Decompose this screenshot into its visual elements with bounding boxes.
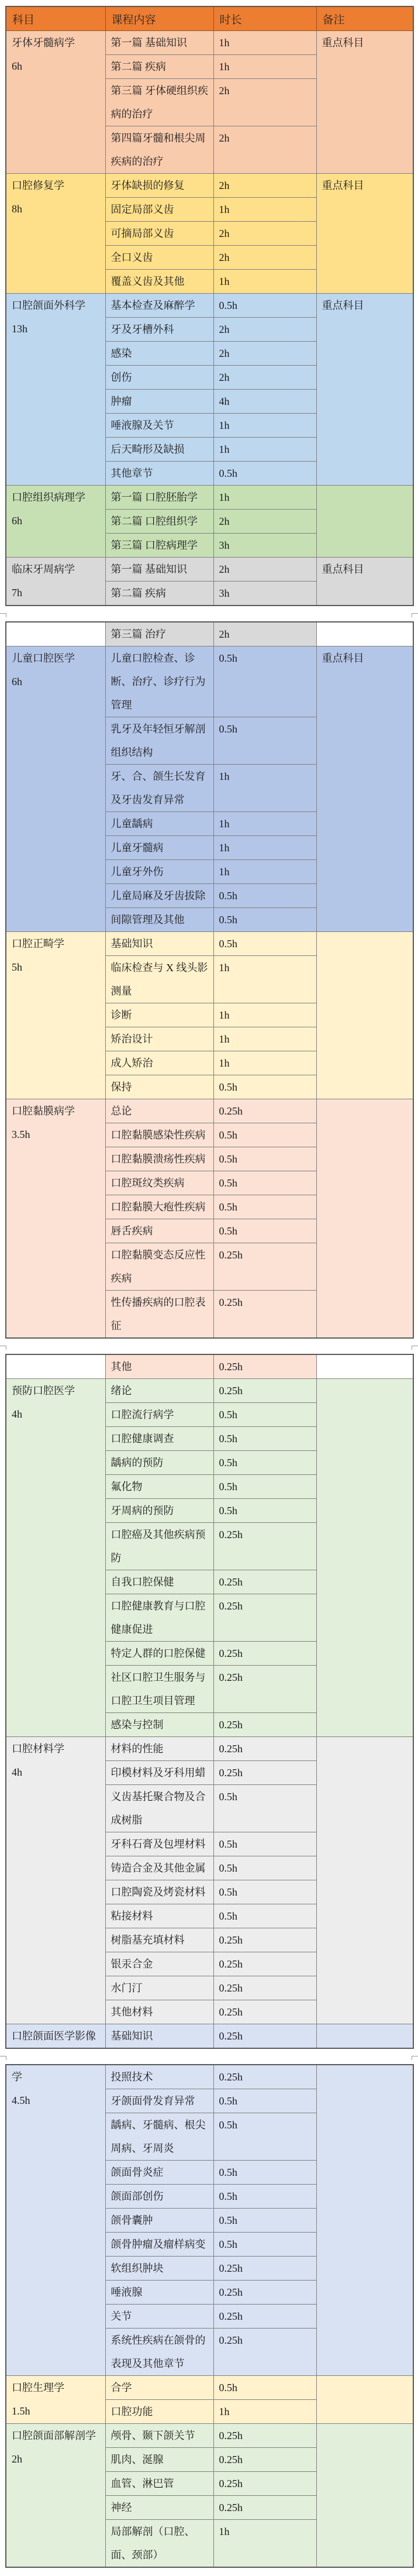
subject-hours: 6h [12, 676, 22, 687]
duration-cell: 0.25h [213, 2305, 316, 2329]
course-content-cell: 第一篇 基础知识 [105, 31, 213, 55]
course-content-cell: 第二篇 疾病 [105, 582, 213, 606]
duration-cell: 0.5h [213, 1075, 316, 1099]
subject-name: 口腔颌面医学影像 [12, 2030, 96, 2042]
duration-cell: 1h [213, 1051, 316, 1075]
subject-name: 口腔生理学 [12, 2382, 64, 2393]
course-content-cell: 矫治设计 [105, 1027, 213, 1051]
course-content-cell: 银汞合金 [105, 1952, 213, 1976]
course-content-cell: 颌面骨炎症 [105, 2161, 213, 2185]
course-content-cell: 特定人群的口腔保健 [105, 1642, 213, 1666]
table-row [6, 932, 413, 956]
duration-cell: 0.5h [213, 1147, 316, 1171]
course-content-cell: 印模材料及牙科用蜡 [105, 1761, 213, 1785]
subject-name: 口腔组织病理学 [12, 491, 85, 503]
course-content-cell: 树脂基充填材料 [105, 1928, 213, 1952]
course-content-cell: 颌面部创伤 [105, 2185, 213, 2209]
course-content-cell: 唾液腺 [105, 2281, 213, 2305]
course-content-cell: 儿童牙髓病 [105, 836, 213, 860]
course-content-cell: 龋病、牙髓病、根尖周病、牙周炎 [105, 2113, 213, 2161]
curriculum-table-2 [5, 621, 414, 1339]
remark-cell [316, 486, 413, 558]
course-content-cell: 口腔陶瓷及烤瓷材料 [105, 1880, 213, 1904]
course-content-cell: 口腔黏膜大疱性疾病 [105, 1195, 213, 1219]
duration-cell: 0.25h [213, 1291, 316, 1339]
subject-name: 口腔黏膜病学 [12, 1105, 75, 1117]
course-content-cell: 第二篇 疾病 [105, 55, 213, 79]
subject-cell [6, 2065, 105, 2376]
duration-cell: 3h [213, 582, 316, 606]
course-content-cell: 其他材料 [105, 2000, 213, 2024]
subject-cell [6, 1737, 105, 2024]
duration-cell: 0.5h [213, 2113, 316, 2161]
subject-hours: 3.5h [12, 1129, 30, 1140]
course-content-cell: 口腔健康调查 [105, 1427, 213, 1451]
subject-cell [6, 646, 105, 932]
course-content-cell: 铸造合金及其他金属 [105, 1856, 213, 1880]
course-content-cell: 创伤 [105, 366, 213, 390]
course-content-cell: 颌骨肿瘤及瘤样病变 [105, 2233, 213, 2257]
course-content-cell: 口腔黏膜感染性疾病 [105, 1123, 213, 1147]
remark-cell: 重点科目 [316, 646, 413, 932]
subject-cell [6, 486, 105, 558]
duration-cell: 0.5h [213, 2376, 316, 2400]
duration-cell: 1h [213, 55, 316, 79]
course-content-cell: 其他章节 [105, 462, 213, 486]
course-content-cell: 儿童龋病 [105, 812, 213, 836]
duration-cell: 0.5h [213, 1499, 316, 1523]
subject-hours: 6h [12, 515, 22, 527]
duration-cell: 1h [213, 2520, 316, 2568]
duration-cell: 0.5h [213, 1427, 316, 1451]
course-content-cell: 义齿基托聚合物及合成树脂 [105, 1785, 213, 1832]
course-content-cell: 口腔黏膜溃疡性疾病 [105, 1147, 213, 1171]
course-content-cell: 牙颌面骨发育异常 [105, 2089, 213, 2113]
course-content-cell: 唾液腺及关节 [105, 414, 213, 438]
curriculum-table-1 [5, 6, 414, 606]
course-content-cell: 乳牙及年轻恒牙解剖组织结构 [105, 717, 213, 765]
duration-cell: 1h [213, 414, 316, 438]
subject-cell [6, 174, 105, 294]
duration-cell: 0.5h [213, 1856, 316, 1880]
course-content-cell: 牙及牙槽外科 [105, 318, 213, 342]
duration-cell: 1h [213, 198, 316, 222]
duration-cell: 2h [213, 174, 316, 198]
course-content-cell: 基本检查及麻醉学 [105, 294, 213, 318]
remark-cell [316, 1099, 413, 1339]
course-content-cell: 口腔健康教育与口腔健康促进 [105, 1594, 213, 1642]
duration-cell: 0.5h [213, 2089, 316, 2113]
duration-cell: 1h [213, 270, 316, 294]
subject-cell [6, 2424, 105, 2568]
remark-cell: 重点科目 [316, 294, 413, 486]
course-content-cell: 口腔功能 [105, 2400, 213, 2424]
subject-cell [6, 294, 105, 486]
table-row [6, 1737, 413, 1761]
course-content-cell: 保持 [105, 1075, 213, 1099]
course-content-cell: 关节 [105, 2305, 213, 2329]
header-cell-remark: 备注 [316, 6, 413, 31]
table-row [6, 2024, 413, 2049]
duration-cell: 0.25h [213, 2424, 316, 2448]
table-row [6, 2065, 413, 2089]
duration-cell: 0.25h [213, 1570, 316, 1594]
course-content-cell: 成人矫治 [105, 1051, 213, 1075]
duration-cell: 0.5h [213, 2233, 316, 2257]
course-content-cell: 全口义齿 [105, 246, 213, 270]
subject-cell [6, 1099, 105, 1339]
duration-cell: 0.25h [213, 2329, 316, 2376]
course-content-cell: 感染 [105, 342, 213, 366]
duration-cell: 0.5h [213, 1171, 316, 1195]
duration-cell: 1h [213, 860, 316, 884]
subject-cell [6, 1379, 105, 1737]
subject-name: 牙体牙髓病学 [12, 37, 75, 49]
remark-cell [316, 2065, 413, 2376]
curriculum-table-4 [5, 2064, 414, 2568]
subject-name: 口腔颌面外科学 [12, 300, 85, 311]
course-content-cell: 颌骨囊肿 [105, 2209, 213, 2233]
remark-cell [316, 2376, 413, 2424]
page-break-right-mark [412, 1346, 418, 1350]
subject-name: 临床牙周病学 [12, 563, 75, 575]
course-content-cell: 牙、合、颌生长发育及牙齿发育异常 [105, 765, 213, 812]
course-content-cell: 可摘局部义齿 [105, 222, 213, 246]
course-content-cell: 唇舌疾病 [105, 1219, 213, 1243]
course-content-cell: 口腔黏膜变态反应性疾病 [105, 1243, 213, 1291]
subject-hours: 2h [12, 2453, 22, 2465]
subject-cell [6, 558, 105, 606]
course-content-cell: 粘接材料 [105, 1904, 213, 1928]
table-row [6, 294, 413, 318]
duration-cell: 0.25h [213, 1099, 316, 1123]
table-header-row [6, 6, 413, 31]
table-row [6, 486, 413, 510]
duration-cell: 2h [213, 126, 316, 174]
duration-cell: 0.25h [213, 1713, 316, 1737]
duration-cell: 0.5h [213, 1219, 316, 1243]
subject-hours: 5h [12, 961, 22, 973]
duration-cell: 0.5h [213, 2209, 316, 2233]
course-content-cell: 固定局部义齿 [105, 198, 213, 222]
remark-cell [316, 2424, 413, 2568]
page-break [0, 606, 418, 621]
duration-cell: 0.25h [213, 2024, 316, 2049]
subject-name: 学 [12, 2071, 22, 2083]
course-content-cell: 绪论 [105, 1379, 213, 1403]
duration-cell: 0.25h [213, 2496, 316, 2520]
subject-cell [6, 1354, 105, 1379]
header-cell-subject: 科目 [6, 6, 105, 31]
subject-name: 口腔颌面部解剖学 [12, 2430, 96, 2441]
duration-cell: 1h [213, 812, 316, 836]
course-content-cell: 社区口腔卫生服务与口腔卫生项目管理 [105, 1666, 213, 1713]
duration-cell: 2h [213, 366, 316, 390]
course-content-cell: 神经 [105, 2496, 213, 2520]
duration-cell: 0.25h [213, 1379, 316, 1403]
subject-cell [6, 932, 105, 1099]
page-break-right-mark [412, 2056, 418, 2060]
course-content-cell: 血管、淋巴管 [105, 2472, 213, 2496]
course-content-cell: 第一篇 口腔胚胎学 [105, 486, 213, 510]
duration-cell: 0.25h [213, 1642, 316, 1666]
duration-cell: 3h [213, 534, 316, 558]
subject-hours: 6h [12, 60, 22, 72]
duration-cell: 4h [213, 390, 316, 414]
remark-cell [316, 2024, 413, 2049]
course-content-cell: 投照技术 [105, 2065, 213, 2089]
course-content-cell: 颅骨、颞下颌关节 [105, 2424, 213, 2448]
duration-cell: 0.25h [213, 1928, 316, 1952]
course-content-cell: 局部解剖（口腔、面、颈部） [105, 2520, 213, 2568]
remark-cell [316, 932, 413, 1099]
course-content-cell: 肿瘤 [105, 390, 213, 414]
duration-cell: 0.5h [213, 1195, 316, 1219]
subject-cell [6, 622, 105, 646]
subject-hours: 1.5h [12, 2405, 30, 2417]
duration-cell: 0.5h [213, 2185, 316, 2209]
duration-cell: 0.5h [213, 646, 316, 717]
remark-cell: 重点科目 [316, 31, 413, 174]
subject-cell [6, 31, 105, 174]
duration-cell: 0.25h [213, 1523, 316, 1570]
page-break-left-mark [0, 1346, 6, 1350]
duration-cell: 0.25h [213, 1354, 316, 1379]
duration-cell: 0.5h [213, 932, 316, 956]
duration-cell: 0.25h [213, 1737, 316, 1761]
duration-cell: 1h [213, 2400, 316, 2424]
remark-cell [316, 1354, 413, 1379]
duration-cell: 2h [213, 79, 316, 126]
subject-cell [6, 2376, 105, 2424]
table-row [6, 646, 413, 717]
table-row [6, 1099, 413, 1123]
course-content-cell: 第三篇 口腔病理学 [105, 534, 213, 558]
duration-cell: 0.5h [213, 294, 316, 318]
course-content-cell: 氟化物 [105, 1475, 213, 1499]
course-content-cell: 第三篇 牙体硬组织疾病的治疗 [105, 79, 213, 126]
page-break-left-mark [0, 2056, 6, 2060]
course-content-cell: 诊断 [105, 1003, 213, 1027]
duration-cell: 0.5h [213, 1904, 316, 1928]
duration-cell: 0.5h [213, 1880, 316, 1904]
course-content-cell: 基础知识 [105, 932, 213, 956]
course-content-cell: 龋病的预防 [105, 1451, 213, 1475]
table-row [6, 558, 413, 582]
duration-cell: 2h [213, 246, 316, 270]
subject-hours: 8h [12, 203, 22, 215]
duration-cell: 1h [213, 956, 316, 1003]
subject-cell [6, 2024, 105, 2049]
duration-cell: 0.5h [213, 1475, 316, 1499]
subject-hours: 4h [12, 1408, 22, 1420]
duration-cell: 0.5h [213, 884, 316, 908]
duration-cell: 0.5h [213, 717, 316, 765]
duration-cell: 0.25h [213, 1594, 316, 1642]
course-content-cell: 口腔流行病学 [105, 1403, 213, 1427]
course-content-cell: 第二篇 口腔组织学 [105, 510, 213, 534]
table-row [6, 2424, 413, 2448]
course-content-cell: 儿童牙外伤 [105, 860, 213, 884]
page-break [0, 2049, 418, 2064]
duration-cell: 0.5h [213, 2161, 316, 2185]
remark-cell: 重点科目 [316, 558, 413, 606]
subject-hours: 4.5h [12, 2094, 30, 2106]
duration-cell: 0.25h [213, 1243, 316, 1291]
duration-cell: 1h [213, 765, 316, 812]
duration-cell: 1h [213, 1003, 316, 1027]
table-row [6, 622, 413, 646]
duration-cell: 0.5h [213, 1123, 316, 1147]
duration-cell: 0.5h [213, 1403, 316, 1427]
course-content-cell: 感染与控制 [105, 1713, 213, 1737]
course-content-cell: 牙体缺损的修复 [105, 174, 213, 198]
subject-name: 口腔材料学 [12, 1743, 64, 1755]
duration-cell: 0.5h [213, 462, 316, 486]
subject-name: 口腔修复学 [12, 180, 64, 191]
duration-cell: 0.5h [213, 1785, 316, 1832]
page-break [0, 1339, 418, 1354]
duration-cell: 0.5h [213, 908, 316, 932]
course-content-cell: 软组织肿块 [105, 2257, 213, 2281]
subject-hours: 13h [12, 323, 27, 335]
course-content-cell: 临床检查与 X 线头影测量 [105, 956, 213, 1003]
duration-cell: 0.5h [213, 1832, 316, 1856]
duration-cell: 0.5h [213, 1451, 316, 1475]
duration-cell: 0.25h [213, 1952, 316, 1976]
duration-cell: 0.25h [213, 2000, 316, 2024]
table-row [6, 1354, 413, 1379]
subject-hours: 4h [12, 1766, 22, 1778]
duration-cell: 0.25h [213, 1976, 316, 2000]
course-content-cell: 牙科石膏及包埋材料 [105, 1832, 213, 1856]
duration-cell: 2h [213, 622, 316, 646]
subject-hours: 7h [12, 587, 22, 599]
duration-cell: 2h [213, 318, 316, 342]
subject-name: 预防口腔医学 [12, 1385, 75, 1397]
course-content-cell: 性传播疾病的口腔表征 [105, 1291, 213, 1339]
subject-name: 儿童口腔医学 [12, 652, 75, 664]
duration-cell: 1h [213, 836, 316, 860]
course-content-cell: 总论 [105, 1099, 213, 1123]
course-content-cell: 系统性疾病在颌骨的表现及其他章节 [105, 2329, 213, 2376]
remark-cell [316, 622, 413, 646]
duration-cell: 0.25h [213, 1761, 316, 1785]
duration-cell: 2h [213, 342, 316, 366]
table-row [6, 1379, 413, 1403]
table-row [6, 174, 413, 198]
course-content-cell: 合学 [105, 2376, 213, 2400]
course-content-cell: 牙周病的预防 [105, 1499, 213, 1523]
duration-cell: 0.25h [213, 1666, 316, 1713]
course-content-cell: 第三篇 治疗 [105, 622, 213, 646]
duration-cell: 0.25h [213, 2257, 316, 2281]
course-content-cell: 材料的性能 [105, 1737, 213, 1761]
table-row [6, 2376, 413, 2400]
duration-cell: 1h [213, 486, 316, 510]
duration-cell: 0.25h [213, 2472, 316, 2496]
course-content-cell: 儿童口腔检查、诊断、治疗、诊疗行为管理 [105, 646, 213, 717]
course-content-cell: 口腔癌及其他疾病预防 [105, 1523, 213, 1570]
page-break-right-mark [412, 613, 418, 617]
course-content-cell: 其他 [105, 1354, 213, 1379]
duration-cell: 1h [213, 438, 316, 462]
header-cell-duration: 时长 [213, 6, 316, 31]
course-content-cell: 儿童局麻及牙齿拔除 [105, 884, 213, 908]
course-content-cell: 自我口腔保健 [105, 1570, 213, 1594]
subject-name: 口腔正畸学 [12, 938, 64, 950]
duration-cell: 2h [213, 558, 316, 582]
remark-cell [316, 1379, 413, 1737]
duration-cell: 1h [213, 1027, 316, 1051]
course-content-cell: 覆盖义齿及其他 [105, 270, 213, 294]
duration-cell: 1h [213, 31, 316, 55]
course-content-cell: 间隙管理及其他 [105, 908, 213, 932]
course-content-cell: 后天畸形及缺损 [105, 438, 213, 462]
course-content-cell: 第一篇 基础知识 [105, 558, 213, 582]
duration-cell: 2h [213, 222, 316, 246]
course-content-cell: 基础知识 [105, 2024, 213, 2049]
duration-cell: 2h [213, 510, 316, 534]
table-row [6, 31, 413, 55]
curriculum-table-3 [5, 1354, 414, 2049]
course-content-cell: 水门汀 [105, 1976, 213, 2000]
duration-cell: 0.25h [213, 2281, 316, 2305]
header-cell-course-content: 课程内容 [105, 6, 213, 31]
duration-cell: 0.25h [213, 2065, 316, 2089]
remark-cell [316, 1737, 413, 2024]
course-content-cell: 第四篇牙髓和根尖周疾病的治疗 [105, 126, 213, 174]
page-break-left-mark [0, 613, 6, 617]
duration-cell: 0.25h [213, 2448, 316, 2472]
course-content-cell: 口腔斑纹类疾病 [105, 1171, 213, 1195]
remark-cell: 重点科目 [316, 174, 413, 294]
course-content-cell: 肌肉、涎腺 [105, 2448, 213, 2472]
